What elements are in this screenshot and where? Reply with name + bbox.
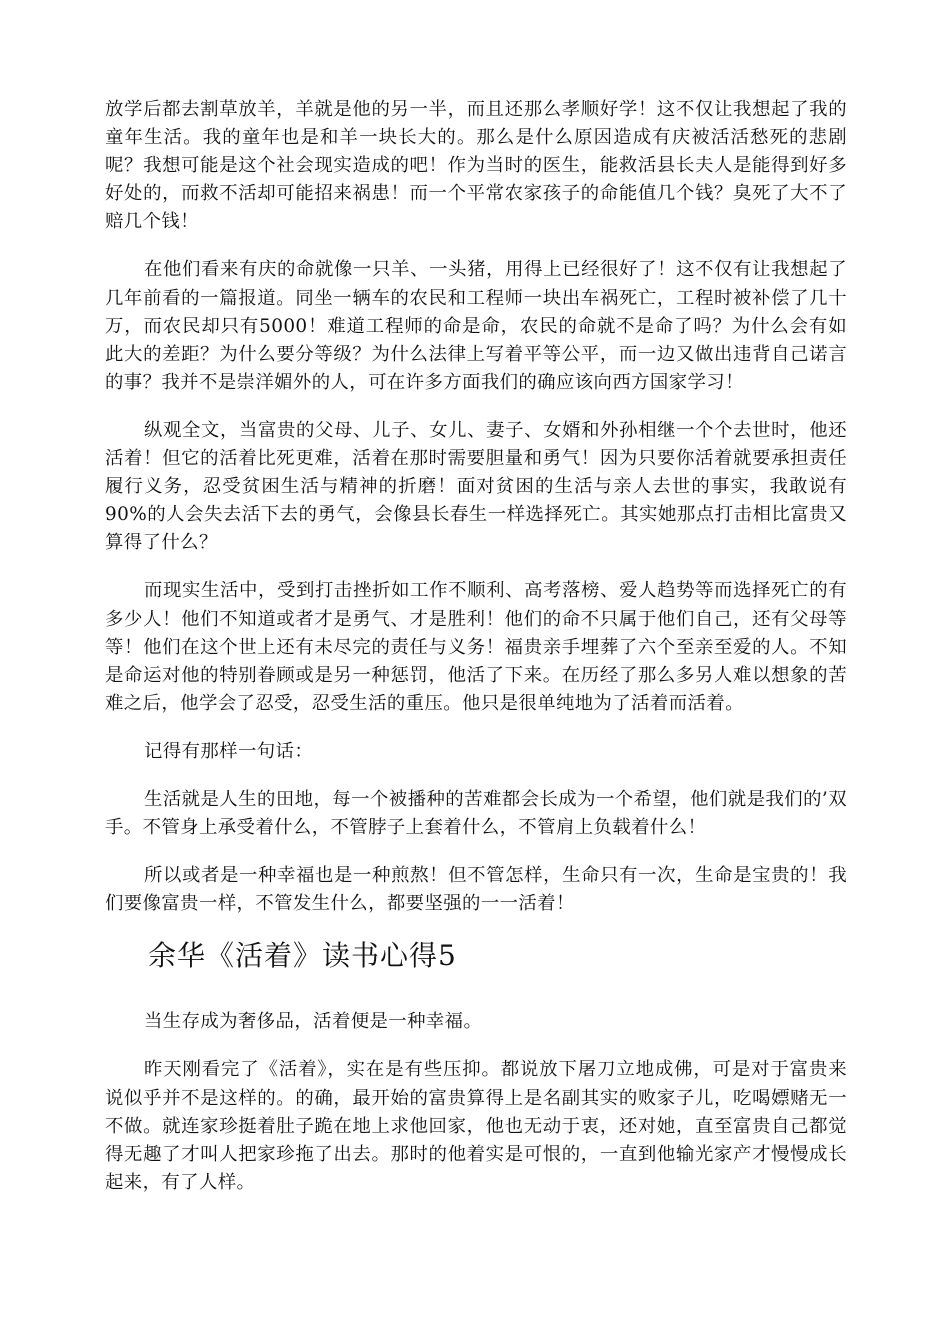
- paragraph-7: 所以或者是一种幸福也是一种煎熬！但不管怎样，生命只有一次，生命是宝贵的！我们要像富贵一样，不管发生什么，都要坚强的一一活着！: [105, 865, 847, 915]
- paragraph-1: 放学后都去割草放羊，羊就是他的另一半，而且还那么孝顺好学！这不仅让我想起了我的童年生活。我的童年也是和羊一块长大的。那么是什么原因造成有庆被活活愁死的悲剧呢？我想可能是这个社会现实造成的吧！作为当时的医生，能救活县长夫人是能得到好多好处的，而救不活却可能招来祸患！而一个平常农家孩子的命能值几个钱？臭死了大不了赔几个钱！: [105, 99, 847, 233]
- paragraph-8: 当生存成为奢侈品，活着便是一种幸福。: [144, 1011, 483, 1033]
- paragraph-6: 生活就是人生的田地，每一个被播种的苦难都会长成为一个希望，他们就是我们的’双手。不管身上承受着什么，不管脖子上套着什么，不管肩上负载着什么！: [105, 788, 847, 839]
- paragraph-2: 在他们看来有庆的命就像一只羊、一头猪，用得上已经很好了！这不仅有让我想起了几年前看的一篇报道。同坐一辆车的农民和工程师一块出车祸死亡，工程时被补偿了几十万，而农民却只有5000！难道工程师的命是命，农民的命就不是命了吗？为什么会有如此大的差距？为什么要分等级？为什么法律上写着平等公平，而一边又做出违背自己诺言的事？我并不是崇洋媚外的人，可在许多方面我们的确应该向西方国家学习！: [105, 259, 847, 393]
- section-heading: 余华《活着》读书心得5: [148, 939, 457, 973]
- paragraph-9: 昨天刚看完了《活着》，实在是有些压抑。都说放下屠刀立地成佛，可是对于富贵来说似乎并不是这样的。的确，最开始的富贵算得上是名副其实的败家子儿，吃喝嫖赌无一不做。就连家珍挺着肚子跪在地上求他回家，他也无动于衷，还对她，直至富贵自己都觉得无趣了才叫人把家珍拖了出去。那时的他着实是可恨的，一直到他输光家产才慢慢成长起来，有了人样。: [105, 1059, 847, 1193]
- paragraph-5: 记得有那样一句话：: [144, 740, 314, 762]
- paragraph-4: 而现实生活中，受到打击挫折如工作不顺利、高考落榜、爱人趋势等而选择死亡的有多少人！他们不知道或者才是勇气、才是胜利！他们的命不只属于他们自己，还有父母等等！他们在这个世上还有未尽完的责任与义务！福贵亲手埋葬了六个至亲至爱的人。不知是命运对他的特别眷顾或是另一种惩罚，他活了下来。在历经了那么多另人难以想象的苦难之后，他学会了忍受，忍受生活的重压。他只是很单纯地为了活着而活着。: [105, 580, 847, 714]
- document-page: [105, 96, 847, 1217]
- paragraph-3: 纵观全文，当富贵的父母、儿子、女儿、妻子、女婿和外孙相继一个个去世时，他还活着！但它的活着比死更难，活着在那时需要胆量和勇气！因为只要你活着就要承担责任履行义务，忍受贫困生活与精神的折磨！面对贫困的生活与亲人去世的事实，我敢说有90%的人会失去活下去的勇气，会像县长春生一样选择死亡。其实她那点打击相比富贵又算得了什么？: [105, 419, 847, 554]
